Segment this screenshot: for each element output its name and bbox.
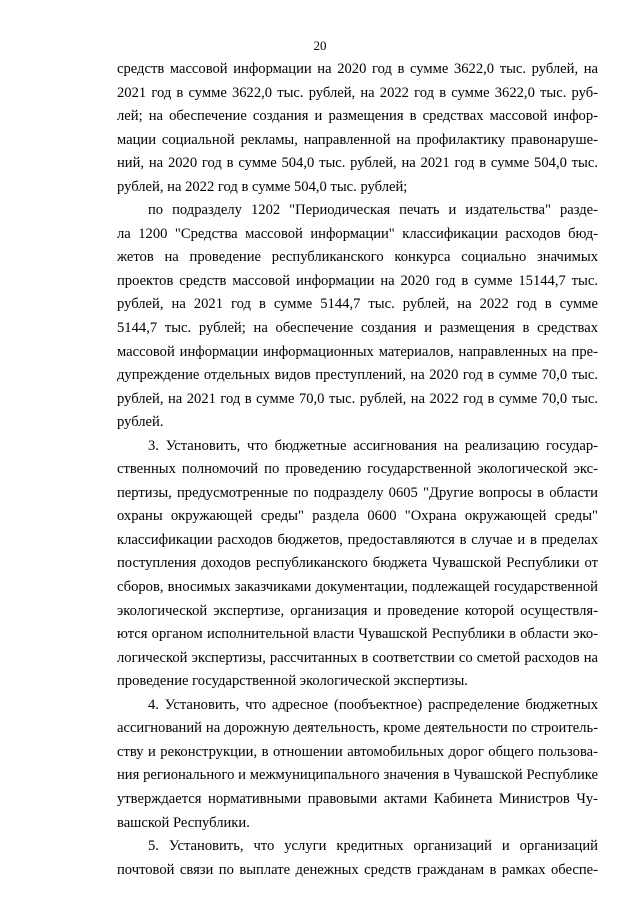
text-line: проведение государственной экологической экспертизы. [117, 673, 468, 690]
text-line: жетов на проведение республиканского конкурса социально значимых [117, 249, 598, 266]
text-line: логической экспертизы, рассчитанных в соответствии со сметой расходов на [117, 649, 598, 666]
text-line: проектов средств массовой информации на 2020 год в сумме 15144,7 тыс. [117, 272, 598, 289]
page-number: 20 [313, 38, 327, 53]
text-line: рублей. [117, 414, 164, 431]
text-line: утверждается нормативными правовыми актами Кабинета Министров Чу- [117, 790, 598, 807]
paragraph [117, 694, 598, 835]
paragraph [117, 199, 598, 434]
text-line: ассигнований на дорожную деятельность, кроме деятельности по строитель- [117, 720, 598, 737]
text-line: рублей, на 2021 год в сумме 70,0 тыс. рублей, на 2022 год в сумме 70,0 тыс. [117, 390, 598, 407]
text-line: рублей, на 2021 год в сумме 5144,7 тыс. рублей, на 2022 год в сумме [117, 296, 598, 313]
text-line: сборов, вносимых заказчиками документации, подлежащей государственной [117, 579, 598, 596]
text-line: экологической экспертизе, организация и проведение которой осуществля- [117, 602, 598, 619]
text-line: дупреждение отдельных видов преступлений, на 2020 год в сумме 70,0 тыс. [117, 367, 598, 384]
text-line: рублей, на 2022 год в сумме 504,0 тыс. рублей; [117, 178, 408, 195]
text-line: 4. Установить, что адресное (пообъектное) распределение бюджетных [148, 696, 598, 713]
text-line: 5144,7 тыс. рублей; на обеспечение создания и размещения в средствах [117, 320, 598, 337]
text-line: вашской Республики. [117, 814, 250, 831]
text-line: почтовой связи по выплате денежных средств гражданам в рамках обеспе- [117, 861, 598, 878]
text-line: классификации расходов бюджетов, предоставляются в случае и в пределах [117, 531, 598, 548]
text-line: пертизы, предусмотренные по подразделу 0605 "Другие вопросы в области [117, 484, 598, 501]
text-line: поступления доходов республиканского бюджета Чувашской Республики от [117, 555, 598, 572]
paragraph [117, 58, 598, 199]
text-line: по подразделу 1202 "Периодическая печать и издательства" разде- [148, 202, 598, 219]
text-line: ству и реконструкции, в отношении автомобильных дорог общего пользова- [117, 743, 598, 760]
text-line: ний, на 2020 год в сумме 504,0 тыс. рублей, на 2021 год в сумме 504,0 тыс. [117, 155, 598, 172]
text-line: 2021 год в сумме 3622,0 тыс. рублей, на 2022 год в сумме 3622,0 тыс. руб- [117, 84, 598, 101]
paragraph [117, 835, 598, 882]
text-line: охраны окружающей среды" раздела 0600 "Охрана окружающей среды" [117, 508, 598, 525]
text-line: ния регионального и межмуниципального значения в Чувашской Республике [117, 767, 598, 784]
text-line: массовой информации информационных материалов, направленных на пре- [117, 343, 598, 360]
text-line: ственных полномочий по проведению государственной экологической экс- [117, 461, 598, 478]
paragraph [117, 435, 598, 694]
text-line: лей; на обеспечение создания и размещения в средствах массовой инфор- [117, 108, 598, 125]
text-line: средств массовой информации на 2020 год в сумме 3622,0 тыс. рублей, на [117, 61, 598, 77]
text-line: 5. Установить, что услуги кредитных организаций и организаций [148, 838, 598, 855]
document-body [117, 58, 598, 882]
text-line: мации социальной рекламы, направленной на профилактику правонаруше- [117, 131, 598, 148]
text-line: ла 1200 "Средства массовой информации" классификации расходов бюд- [117, 225, 598, 242]
text-line: 3. Установить, что бюджетные ассигнования на реализацию государ- [148, 437, 598, 454]
text-line: ются органом исполнительной власти Чувашской Республики в области эко- [117, 626, 598, 643]
